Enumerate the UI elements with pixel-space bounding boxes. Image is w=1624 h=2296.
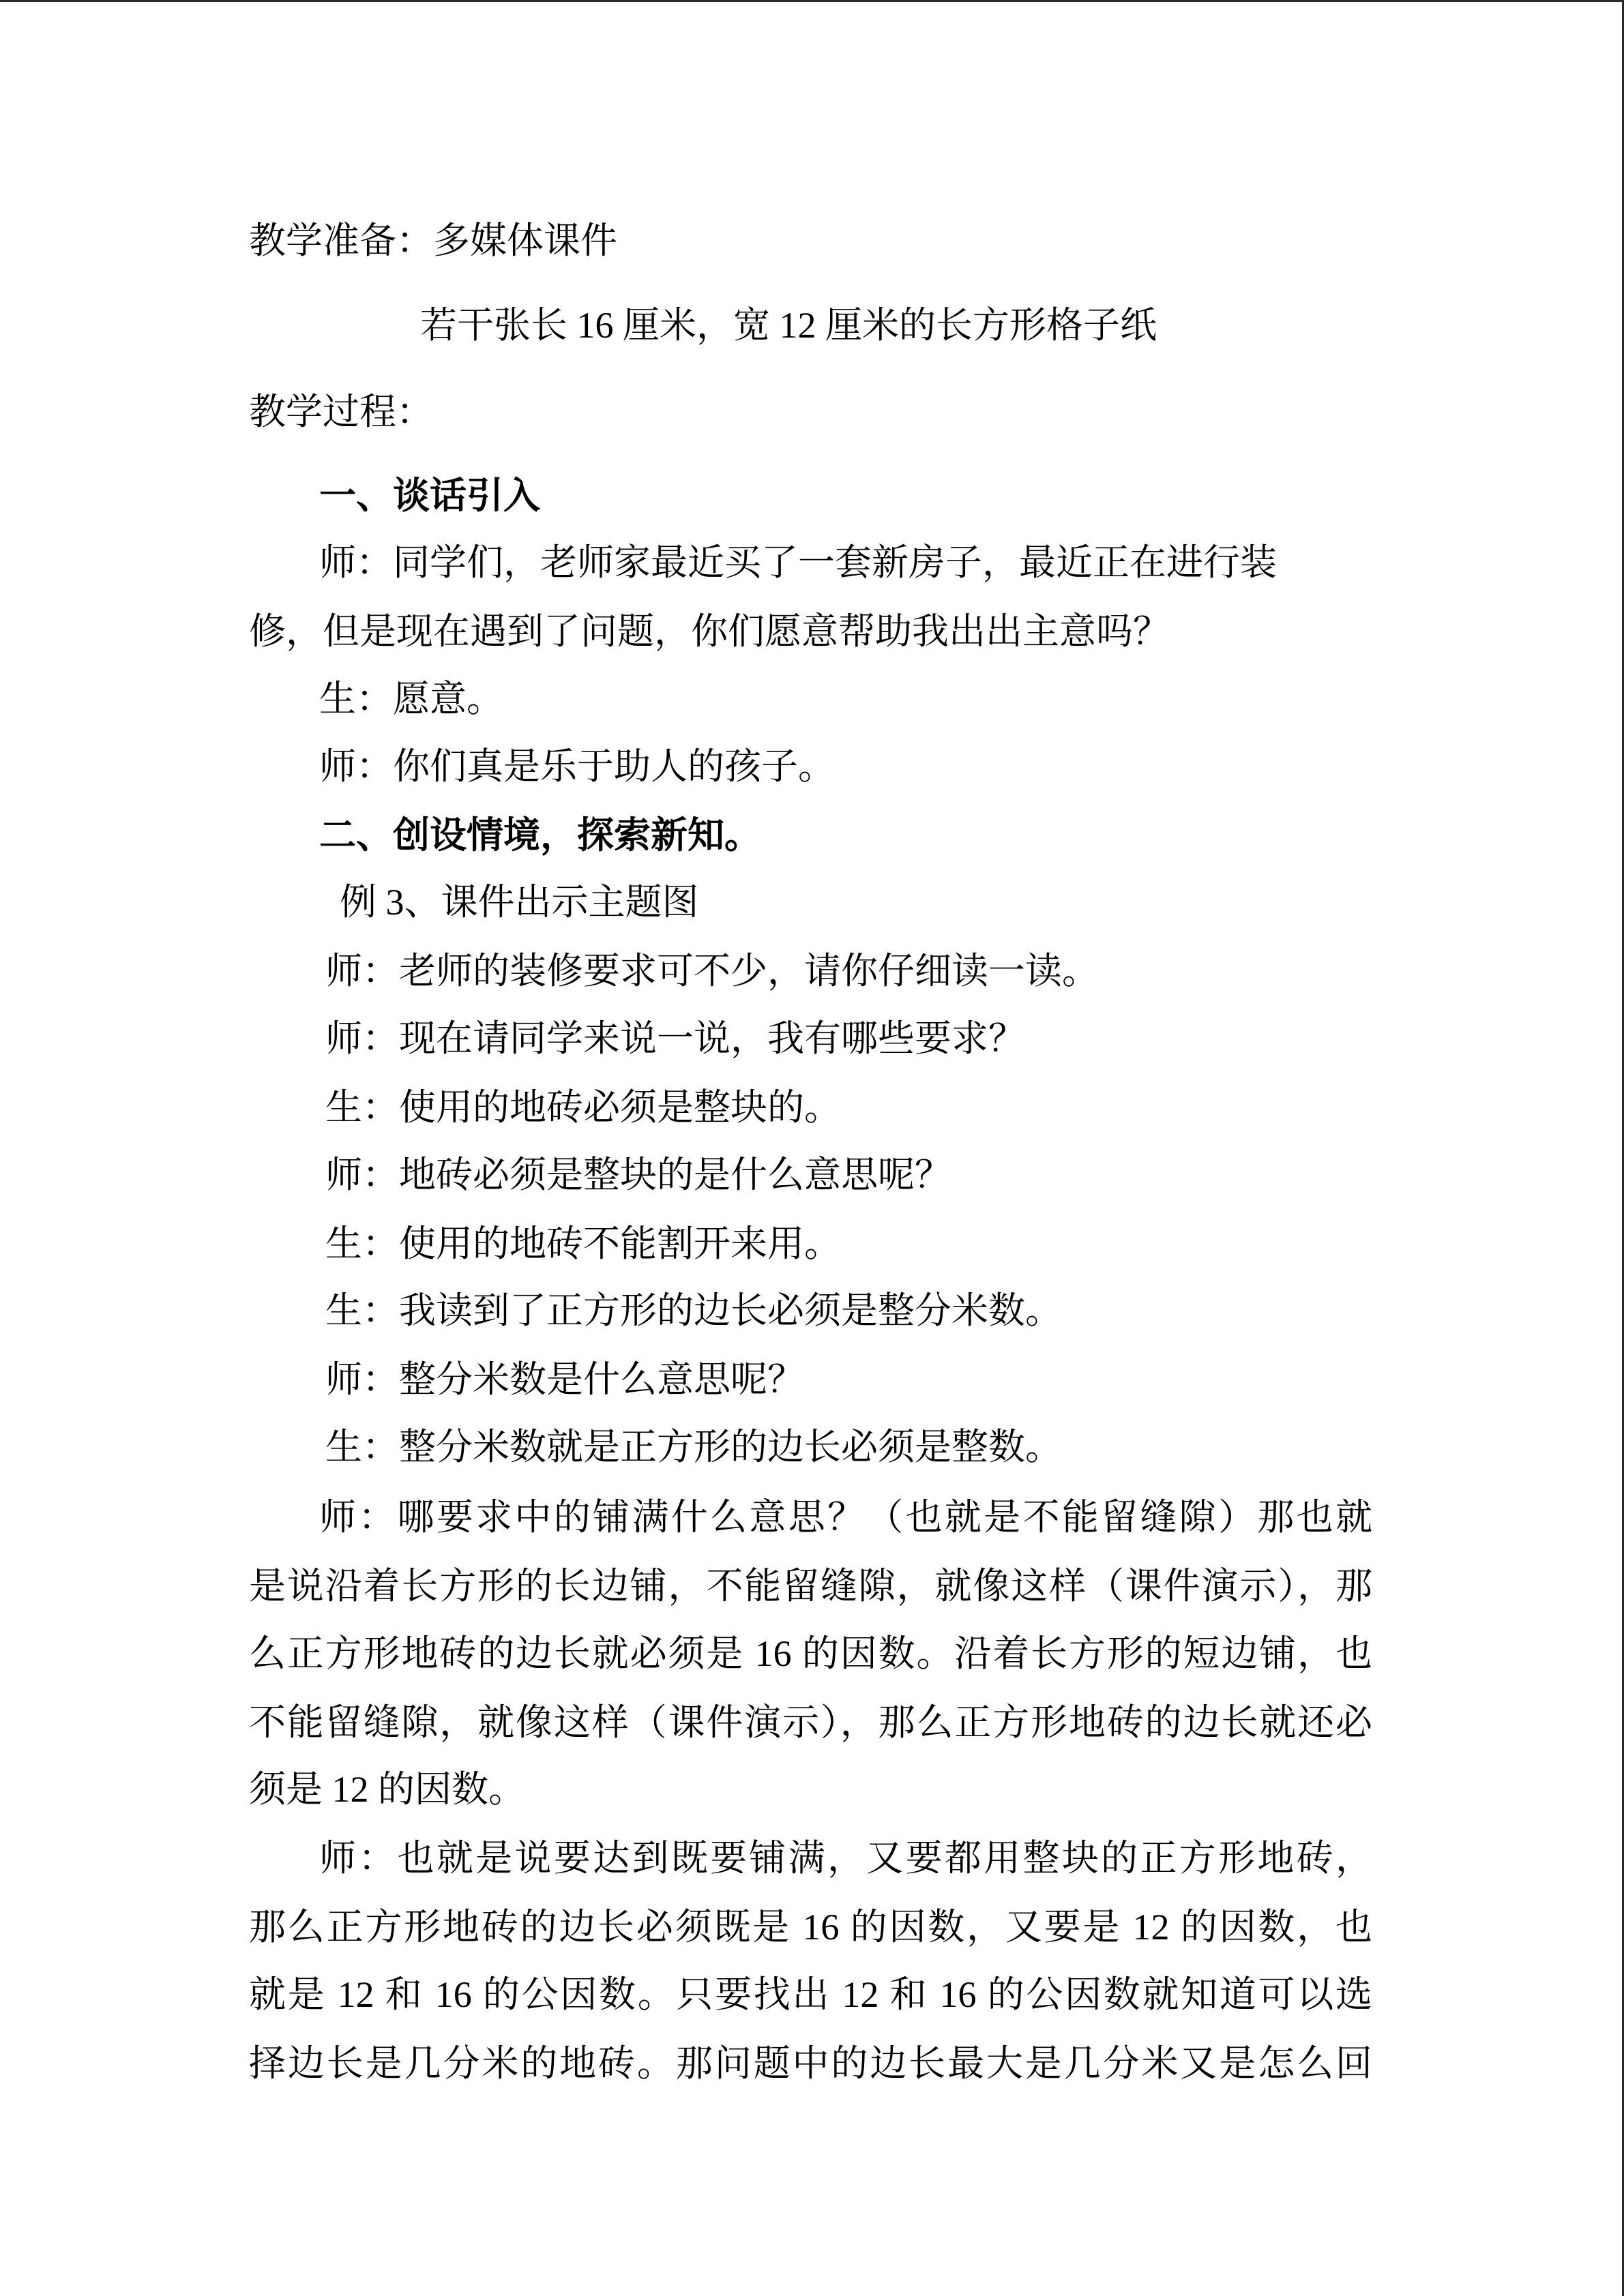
paragraph-line: 择边长是几分米的地砖。那问题中的边长最大是几分米又是怎么回 [249,2043,1372,2084]
dialogue-line: 生：愿意。 [319,679,503,719]
paragraph-line: 师：也就是说要达到既要铺满，又要都用整块的正方形地砖， [319,1838,1372,1879]
preparation-line: 教学准备：多媒体课件 [249,220,617,261]
dialogue-line: 生：我读到了正方形的边长必须是整分米数。 [325,1290,1062,1331]
section-heading: 一、谈话引入 [319,475,540,516]
dialogue-line: 师：老师的装修要求可不少，请你仔细读一读。 [325,951,1099,992]
process-heading: 教学过程： [249,391,433,432]
dialogue-line: 生：使用的地砖不能割开来用。 [325,1223,841,1264]
materials-line: 若干张长 16 厘米，宽 12 厘米的长方形格子纸 [420,305,1157,346]
paragraph-line: 须是 12 的因数。 [249,1769,525,1810]
paragraph-line: 师：哪要求中的铺满什么意思？（也就是不能留缝隙）那也就 [319,1497,1372,1538]
dialogue-line: 师：你们真是乐于助人的孩子。 [319,746,835,787]
dialogue-line: 修，但是现在遇到了问题，你们愿意帮助我出出主意吗？ [249,611,1170,652]
paragraph-line: 么正方形地砖的边长就必须是 16 的因数。沿着长方形的短边铺，也 [249,1633,1372,1674]
paragraph-line: 那么正方形地砖的边长必须既是 16 的因数，又要是 12 的因数，也 [249,1907,1372,1948]
example-line: 例 3、课件出示主题图 [340,882,699,923]
dialogue-line: 生：整分米数就是正方形的边长必须是整数。 [325,1427,1062,1467]
dialogue-line: 师：同学们，老师家最近买了一套新房子，最近正在进行装 [319,542,1277,583]
dialogue-line: 师：地砖必须是整块的是什么意思呢？ [325,1154,951,1195]
paragraph-line: 不能留缝隙，就像这样（课件演示），那么正方形地砖的边长就还必 [249,1702,1372,1743]
paragraph-line: 就是 12 和 16 的公因数。只要找出 12 和 16 的公因数就知道可以选 [249,1974,1372,2015]
dialogue-line: 师：整分米数是什么意思呢？ [325,1359,804,1400]
paragraph-line: 是说沿着长方形的长边铺，不能留缝隙，就像这样（课件演示），那 [249,1566,1372,1607]
section-heading: 二、创设情境，探索新知。 [319,815,761,856]
dialogue-line: 师：现在请同学来说一说，我有哪些要求？ [325,1018,1025,1059]
dialogue-line: 生：使用的地砖必须是整块的。 [325,1087,841,1128]
